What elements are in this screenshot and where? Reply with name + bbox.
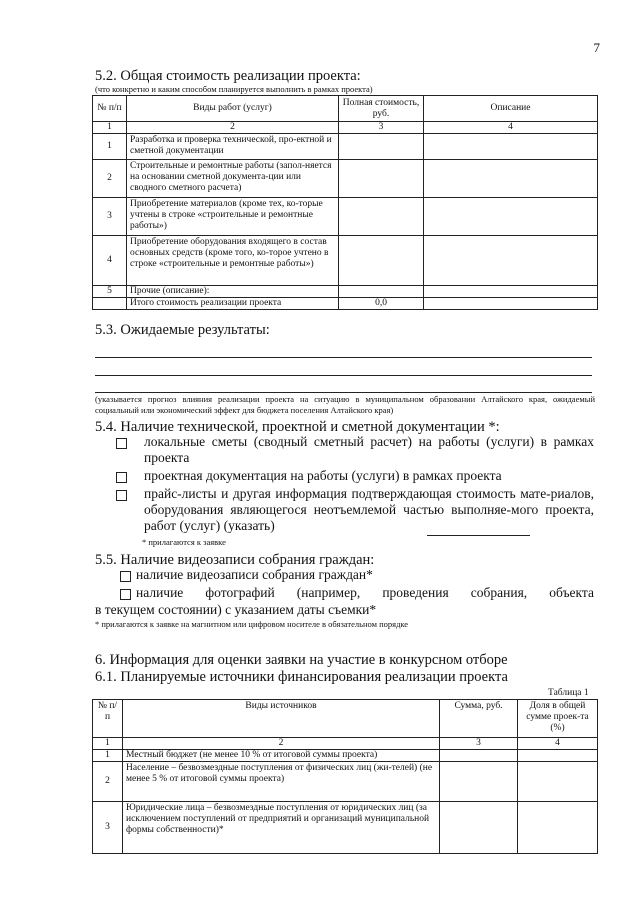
- row-cost-cell[interactable]: [339, 286, 424, 298]
- video-item-label: наличие видеозаписи собрания граждан*: [136, 567, 373, 582]
- table-row: [93, 286, 598, 298]
- col-header-description: Описание: [424, 96, 598, 122]
- col-number: 1: [93, 738, 123, 750]
- table-row: [93, 160, 598, 198]
- table-caption: Таблица 1: [548, 688, 589, 698]
- section-5-5-footnote: * прилагаются к заявке на магнитном или цифровом носителе в обязательном порядке: [95, 619, 409, 629]
- col-header-full-cost: Полная стоимость, руб.: [339, 96, 424, 122]
- row-cost-cell[interactable]: [339, 198, 424, 236]
- cost-table-column-numbers: [93, 122, 598, 134]
- col-number: 3: [339, 122, 424, 134]
- checkbox-price-lists[interactable]: [116, 490, 127, 501]
- row-description-cell[interactable]: [424, 134, 598, 160]
- row-source: Юридические лица – безвозмездные поступления от юридических лиц (за исключением поступлений от предприятий и организаций муниципальной формы собственности)*: [123, 802, 440, 854]
- row-share-cell[interactable]: [518, 762, 598, 802]
- doc-item-project-docs: [116, 468, 594, 484]
- table-row: [93, 750, 598, 762]
- table-row: [93, 762, 598, 802]
- col-header-number: № п/п: [93, 96, 127, 122]
- total-value: 0,0: [339, 298, 424, 310]
- row-number: 2: [93, 160, 127, 198]
- section-6-title: 6. Информация для оценки заявки на участие в конкурсном отборе: [95, 652, 508, 668]
- row-number: 5: [93, 286, 127, 298]
- col-number: 4: [518, 738, 598, 750]
- row-cost-cell[interactable]: [339, 236, 424, 286]
- checkbox-estimates[interactable]: [116, 438, 127, 449]
- doc-item-label: проектная документация на работы (услуги) в рамках проекта: [144, 468, 502, 483]
- funding-table-header-row: [93, 700, 598, 738]
- checkbox-photo[interactable]: [120, 589, 131, 600]
- col-header-work-types: Виды работ (услуг): [127, 96, 339, 122]
- col-header-number: № п/п: [93, 700, 123, 738]
- row-number: 3: [93, 802, 123, 854]
- col-number: 3: [440, 738, 518, 750]
- row-work-type: Приобретение оборудования входящего в состав основных средств (кроме того, ко-торое учтено в строке «строительные и ремонтные работы»): [127, 236, 339, 286]
- col-number: 2: [127, 122, 339, 134]
- section-5-5-title: 5.5. Наличие видеозаписи собрания граждан:: [95, 552, 375, 568]
- checkbox-video[interactable]: [120, 571, 131, 582]
- cost-table-header-row: [93, 96, 598, 122]
- photo-item: [120, 585, 594, 601]
- doc-item-label: локальные сметы (сводный сметный расчет) на работы (услуги) в рамках проекта: [144, 434, 594, 465]
- doc-item-label: прайс-листы и другая информация подтверждающая стоимость мате-риалов, оборудования являющегося неотъемлемой частью выполняе-мого проекта, работ (услуг) (указать): [144, 486, 594, 533]
- col-header-share: Доля в общей сумме проек-та (%): [518, 700, 598, 738]
- col-number: 4: [424, 122, 598, 134]
- funding-table-column-numbers: [93, 738, 598, 750]
- row-number: 1: [93, 750, 123, 762]
- row-work-type: Прочие (описание):: [127, 286, 339, 298]
- specify-input-line[interactable]: [427, 535, 530, 536]
- col-header-amount: Сумма, руб.: [440, 700, 518, 738]
- total-label: Итого стоимость реализации проекта: [127, 298, 339, 310]
- row-number: 3: [93, 198, 127, 236]
- section-5-4-title: 5.4. Наличие технической, проектной и сметной документации *:: [95, 419, 500, 435]
- section-5-4-footnote: * прилагаются к заявке: [142, 537, 226, 547]
- row-number: 4: [93, 236, 127, 286]
- col-header-sources: Виды источников: [123, 700, 440, 738]
- row-work-type: Разработка и проверка технической, про-ектной и сметной документации: [127, 134, 339, 160]
- results-input-line[interactable]: [95, 375, 592, 376]
- row-amount-cell[interactable]: [440, 802, 518, 854]
- total-description-cell: [424, 298, 598, 310]
- results-input-line[interactable]: [95, 392, 592, 393]
- row-description-cell[interactable]: [424, 236, 598, 286]
- row-description-cell[interactable]: [424, 286, 598, 298]
- page-number: 7: [593, 40, 600, 55]
- funding-table: [92, 699, 598, 854]
- section-5-3-title: 5.3. Ожидаемые результаты:: [95, 322, 270, 338]
- row-work-type: Строительные и ремонтные работы (запол-няется на основании сметной документа-ции или сводного сметного расчета): [127, 160, 339, 198]
- cost-table-total-row: [93, 298, 598, 310]
- row-amount-cell[interactable]: [440, 750, 518, 762]
- row-source: Местный бюджет (не менее 10 % от итоговой суммы проекта): [123, 750, 440, 762]
- row-cost-cell[interactable]: [339, 160, 424, 198]
- doc-item-estimates: [116, 434, 594, 466]
- row-number: 2: [93, 762, 123, 802]
- section-6-1-title: 6.1. Планируемые источники финансирования реализации проекта: [95, 669, 508, 685]
- doc-item-price-lists: [116, 486, 594, 534]
- cost-table: [92, 95, 598, 310]
- row-source: Население – безвозмездные поступления от физических лиц (жи-телей) (не менее 5 % от итоговой суммы проекта): [123, 762, 440, 802]
- row-share-cell[interactable]: [518, 802, 598, 854]
- row-number: 1: [93, 134, 127, 160]
- checkbox-project-docs[interactable]: [116, 472, 127, 483]
- photo-item-label: наличие фотографий (например, проведения собрания, объекта: [136, 585, 594, 600]
- row-amount-cell[interactable]: [440, 762, 518, 802]
- video-item: [120, 567, 373, 583]
- section-5-3-note: (указывается прогноз влияния реализации проекта на ситуацию в муниципальном образовании Алтайского края, ожидаемый социальный или экономический эффект для бюджета поселения Алтайского края): [95, 394, 595, 415]
- col-number: 2: [123, 738, 440, 750]
- table-row: [93, 134, 598, 160]
- row-share-cell[interactable]: [518, 750, 598, 762]
- row-description-cell[interactable]: [424, 160, 598, 198]
- row-work-type: Приобретение материалов (кроме тех, ко-торые учтены в строке «строительные и ремонтные работы»): [127, 198, 339, 236]
- section-5-2-title: 5.2. Общая стоимость реализации проекта:: [95, 68, 361, 84]
- row-cost-cell[interactable]: [339, 134, 424, 160]
- row-description-cell[interactable]: [424, 198, 598, 236]
- col-number: 1: [93, 122, 127, 134]
- total-number-cell: [93, 298, 127, 310]
- table-row: [93, 198, 598, 236]
- table-row: [93, 236, 598, 286]
- photo-item-label-continued: в текущем состоянии) с указанием даты съемки*: [95, 602, 377, 617]
- results-input-line[interactable]: [95, 357, 592, 358]
- section-5-2-note: (что конкретно и каким способом планируется выполнить в рамках проекта): [95, 84, 373, 94]
- table-row: [93, 802, 598, 854]
